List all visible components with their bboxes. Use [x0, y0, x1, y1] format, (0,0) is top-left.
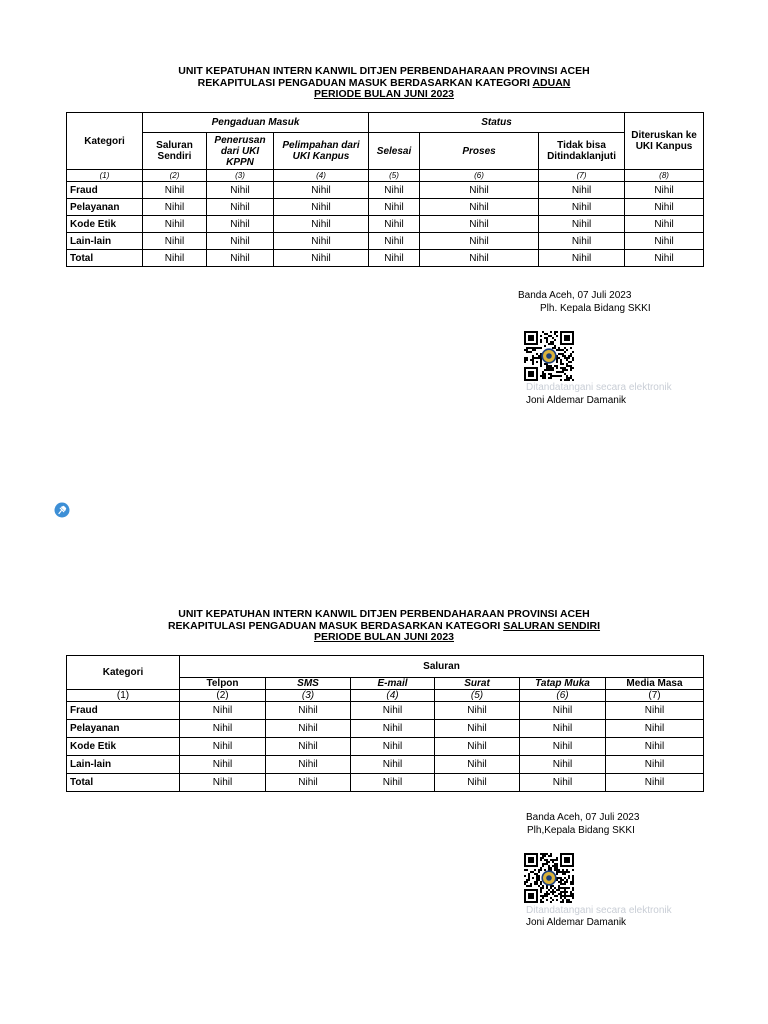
- section2-title-period: PERIODE BULAN JUNI 2023: [313, 631, 455, 643]
- table-cell: Nihil: [274, 216, 369, 233]
- col-number: (6): [520, 690, 606, 702]
- signature-block-1: [518, 289, 651, 315]
- row-label: Pelayanan: [67, 199, 143, 216]
- qr-code-icon: [524, 853, 574, 903]
- table-cell: Nihil: [625, 199, 704, 216]
- signature-position: Plh,Kepala Bidang SKKI: [527, 825, 635, 836]
- row-label: Fraud: [67, 182, 143, 199]
- table-cell: Nihil: [274, 182, 369, 199]
- col-number: (5): [369, 170, 420, 182]
- table-cell: Nihil: [143, 199, 207, 216]
- table-cell: Nihil: [520, 738, 606, 756]
- col-number: (1): [67, 170, 143, 182]
- col-number: (2): [180, 690, 266, 702]
- table-cell: Nihil: [266, 738, 351, 756]
- table-cell: Nihil: [520, 756, 606, 774]
- table-cell: Nihil: [207, 250, 274, 267]
- table-cell: Nihil: [625, 216, 704, 233]
- section1-title-period: PERIODE BULAN JUNI 2023: [313, 88, 455, 100]
- section1-title-category: ADUAN: [532, 76, 571, 89]
- table-cell: Nihil: [539, 233, 625, 250]
- table-cell: Nihil: [351, 702, 435, 720]
- signer-name: Joni Aldemar Damanik: [526, 395, 627, 406]
- col-number: (7): [539, 170, 625, 182]
- table-cell: Nihil: [539, 250, 625, 267]
- table-cell: Nihil: [180, 720, 266, 738]
- table-cell: Nihil: [143, 250, 207, 267]
- table-cell: Nihil: [274, 199, 369, 216]
- col-number: (2): [143, 170, 207, 182]
- table-cell: Nihil: [369, 233, 420, 250]
- signature-place-date: Banda Aceh, 07 Juli 2023: [518, 290, 632, 301]
- table-cell: Nihil: [539, 199, 625, 216]
- qr-code-icon: [524, 331, 574, 381]
- col-number: (3): [207, 170, 274, 182]
- table-cell: Nihil: [435, 720, 520, 738]
- row-label: Fraud: [67, 702, 180, 720]
- table-cell: Nihil: [274, 233, 369, 250]
- electronic-signature-note: Ditandatangani secara elektronik: [526, 905, 672, 916]
- header-kategori: Kategori: [67, 656, 180, 690]
- table-row: [67, 216, 704, 233]
- col-number: (8): [625, 170, 704, 182]
- table-cell: Nihil: [625, 182, 704, 199]
- table-cell: Nihil: [266, 756, 351, 774]
- col-number: (4): [351, 690, 435, 702]
- header-saluran: Saluran: [180, 656, 704, 678]
- table-cell: Nihil: [539, 216, 625, 233]
- header-sms: SMS: [266, 678, 351, 690]
- table-cell: Nihil: [143, 233, 207, 250]
- header-proses: Proses: [420, 133, 539, 170]
- table-cell: Nihil: [420, 216, 539, 233]
- table-row: [67, 774, 704, 792]
- table-cell: Nihil: [420, 182, 539, 199]
- table-cell: Nihil: [351, 756, 435, 774]
- table-cell: Nihil: [606, 702, 704, 720]
- table-cell: Nihil: [180, 774, 266, 792]
- table-cell: Nihil: [180, 738, 266, 756]
- section1-title-line2: REKAPITULASI PENGADUAN MASUK BERDASARKAN KATEGORI: [197, 76, 533, 89]
- table-cell: Nihil: [369, 250, 420, 267]
- table-cell: Nihil: [520, 720, 606, 738]
- signer-name: Joni Aldemar Damanik: [526, 917, 627, 928]
- table-cell: Nihil: [420, 199, 539, 216]
- table-cell: Nihil: [520, 774, 606, 792]
- table-cell: Nihil: [435, 702, 520, 720]
- table-cell: Nihil: [435, 738, 520, 756]
- header-telpon: Telpon: [180, 678, 266, 690]
- table-cell: Nihil: [274, 250, 369, 267]
- header-saluran-sendiri: Saluran Sendiri: [143, 133, 207, 170]
- table-cell: Nihil: [351, 774, 435, 792]
- header-media-masa: Media Masa: [606, 678, 704, 690]
- table-cell: Nihil: [606, 774, 704, 792]
- header-status: Status: [369, 113, 625, 133]
- col-number: (3): [266, 690, 351, 702]
- table-cell: Nihil: [625, 250, 704, 267]
- col-number: (1): [67, 690, 180, 702]
- table-cell: Nihil: [143, 182, 207, 199]
- table-cell: Nihil: [606, 756, 704, 774]
- table-cell: Nihil: [180, 756, 266, 774]
- table-cell: Nihil: [606, 720, 704, 738]
- table-cell: Nihil: [369, 182, 420, 199]
- table-cell: Nihil: [520, 702, 606, 720]
- table-cell: Nihil: [420, 250, 539, 267]
- table-cell: Nihil: [606, 738, 704, 756]
- table-cell: Nihil: [207, 216, 274, 233]
- table-cell: Nihil: [539, 182, 625, 199]
- header-surat: Surat: [435, 678, 520, 690]
- col-number: (5): [435, 690, 520, 702]
- table-cell: Nihil: [369, 199, 420, 216]
- section1-title-line1: UNIT KEPATUHAN INTERN KANWIL DITJEN PERBENDAHARAAN PROVINSI ACEH: [178, 65, 590, 77]
- table-row: [67, 182, 704, 199]
- col-number: (6): [420, 170, 539, 182]
- header-tidak-bisa: Tidak bisa Ditindaklanjuti: [539, 133, 625, 170]
- table-cell: Nihil: [435, 774, 520, 792]
- header-pelimpahan: Pelimpahan dari UKI Kanpus: [274, 133, 369, 170]
- table-cell: Nihil: [207, 182, 274, 199]
- table-row: [67, 720, 704, 738]
- table-cell: Nihil: [435, 756, 520, 774]
- row-label: Lain-lain: [67, 233, 143, 250]
- signature-place-date: Banda Aceh, 07 Juli 2023: [526, 812, 640, 823]
- row-label: Total: [67, 774, 180, 792]
- signature-position: Plh. Kepala Bidang SKKI: [540, 303, 651, 314]
- table-row: [67, 738, 704, 756]
- table-cell: Nihil: [351, 738, 435, 756]
- table-row: [67, 199, 704, 216]
- row-label: Lain-lain: [67, 756, 180, 774]
- table-row: [67, 233, 704, 250]
- table-cell: Nihil: [207, 233, 274, 250]
- table-cell: Nihil: [207, 199, 274, 216]
- section2-title-line1: UNIT KEPATUHAN INTERN KANWIL DITJEN PERBENDAHARAAN PROVINSI ACEH: [178, 608, 590, 620]
- table-cell: Nihil: [420, 233, 539, 250]
- header-penerusan: Penerusan dari UKI KPPN: [207, 133, 274, 170]
- table-cell: Nihil: [625, 233, 704, 250]
- header-tatap-muka: Tatap Muka: [520, 678, 606, 690]
- row-label: Kode Etik: [67, 216, 143, 233]
- table-row: [67, 702, 704, 720]
- header-diteruskan: Diteruskan ke UKI Kanpus: [625, 113, 704, 170]
- aduan-table: [66, 112, 704, 267]
- section1-title: [0, 66, 768, 101]
- saluran-sendiri-table: [66, 655, 704, 792]
- section2-title-line2: REKAPITULASI PENGADUAN MASUK BERDASARKAN KATEGORI: [167, 619, 504, 632]
- table-cell: Nihil: [266, 720, 351, 738]
- header-email: E-mail: [351, 678, 435, 690]
- row-label: Kode Etik: [67, 738, 180, 756]
- table-cell: Nihil: [266, 774, 351, 792]
- table-cell: Nihil: [351, 720, 435, 738]
- header-pengaduan-masuk: Pengaduan Masuk: [143, 113, 369, 133]
- col-number: (4): [274, 170, 369, 182]
- electronic-signature-note: Ditandatangani secara elektronik: [526, 382, 672, 393]
- section2-title-category: SALURAN SENDIRI: [503, 619, 601, 632]
- table-cell: Nihil: [266, 702, 351, 720]
- table-row: [67, 756, 704, 774]
- col-number: (7): [606, 690, 704, 702]
- header-selesai: Selesai: [369, 133, 420, 170]
- row-label: Total: [67, 250, 143, 267]
- signature-block-2: [526, 811, 639, 837]
- table-cell: Nihil: [369, 216, 420, 233]
- pin-icon[interactable]: [54, 502, 70, 518]
- section2-title: [0, 609, 768, 644]
- table-cell: Nihil: [180, 702, 266, 720]
- header-kategori: Kategori: [67, 113, 143, 170]
- table-cell: Nihil: [143, 216, 207, 233]
- table-row: [67, 250, 704, 267]
- row-label: Pelayanan: [67, 720, 180, 738]
